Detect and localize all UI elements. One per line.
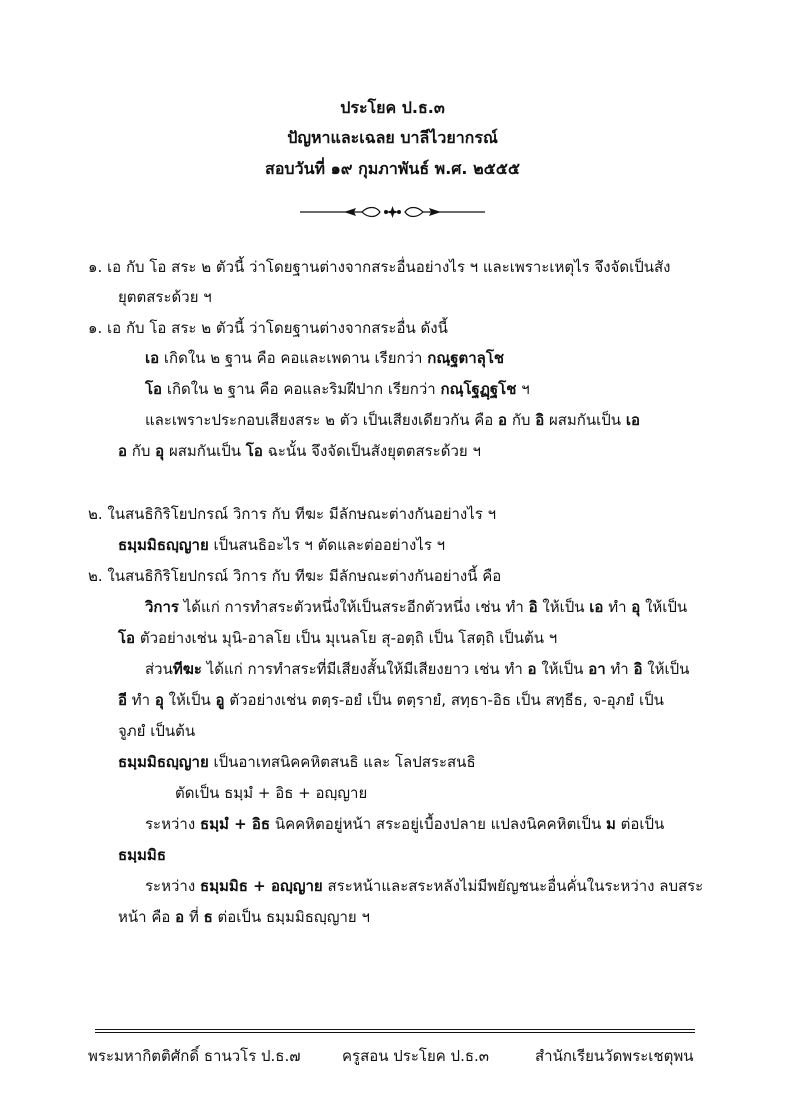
footer-author: พระมหากิตติศักดิ์ ธานวโร ป.ธ.๗ bbox=[88, 1047, 301, 1065]
answer-1-line-5: อ กับ อุ ผสมกันเป็น โอ ฉะนั้น จึงจัดเป็นสังยุตตสระด้วย ฯ bbox=[118, 442, 481, 460]
footer-school: สำนักเรียนวัดพระเชตุพน bbox=[535, 1047, 694, 1065]
answer-2-digha-line-1: ส่วนทีฆะ ได้แก่ การทำสระที่มีเสียงสั้นให้มีเสียงยาว เช่น ทำ อ ให้เป็น อา ทำ อิ ให้เป็น bbox=[145, 660, 690, 678]
answer-2-sandhi-line-1: ธมฺมมิธญฺญาย เป็นอาเทสนิคคหิตสนธิ และ โลปสระสนธิ bbox=[118, 753, 476, 771]
answer-1-line-3: โอ เกิดใน ๒ ฐาน คือ คอและริมฝีปาก เรียกว่า กณฺโฐฏฺฐโช ฯ bbox=[145, 380, 530, 398]
answer-2-sandhi-split: ตัดเป็น ธมฺมํ + อิธ + อญฺญาย bbox=[175, 784, 368, 802]
answer-2-sandhi-line-5: ระหว่าง ธมฺมมิธ + อญฺญาย สระหน้าและสระหลังไม่มีพยัญชนะอื่นคั่นในระหว่าง ลบสระ bbox=[145, 877, 704, 895]
title-class: ประโยค ป.ธ.๓ bbox=[340, 98, 445, 117]
question-2-line-1: ๒. ในสนธิกิริโยปกรณ์ วิการ กับ ทีฆะ มีลักษณะต่างกันอย่างไร ฯ bbox=[88, 505, 497, 523]
title-subject: ปัญหาและเฉลย บาลีไวยากรณ์ bbox=[287, 128, 498, 147]
footer-rule-top bbox=[95, 1029, 695, 1030]
answer-2-sandhi-line-6: หน้า คือ อ ที่ ธ ต่อเป็น ธมฺมมิธญฺญาย ฯ bbox=[118, 908, 370, 926]
answer-2-vikara-line-2: โอ ตัวอย่างเช่น มุนิ-อาลโย เป็น มุเนลโย สุ-อตฺถิ เป็น โสตฺถิ เป็นต้น ฯ bbox=[118, 629, 558, 647]
title-exam-date: สอบวันที่ ๑๙ กุมภาพันธ์ พ.ศ. ๒๕๕๕ bbox=[265, 159, 520, 178]
answer-2-sandhi-line-4: ธมฺมมิธ bbox=[118, 846, 166, 864]
answer-2-digha-line-2: อี ทำ อุ ให้เป็น อู ตัวอย่างเช่น ตตฺร-อยํ เป็น ตตฺรายํ, สทฺธา-อิธ เป็น สทฺธีธ, จ-อุภยํ เป็น bbox=[118, 691, 664, 709]
answer-2-line-1: ๒. ในสนธิกิริโยปกรณ์ วิการ กับ ทีฆะ มีลักษณะต่างกันอย่างนี้ คือ bbox=[88, 567, 502, 585]
answer-1-line-2: เอ เกิดใน ๒ ฐาน คือ คอและเพดาน เรียกว่า กณฺฐตาลุโช bbox=[145, 349, 505, 367]
ornament-divider-icon bbox=[300, 204, 485, 220]
question-2-line-2: ธมฺมมิธญฺญาย เป็นสนธิอะไร ฯ ตัดและต่ออย่างไร ฯ bbox=[118, 536, 446, 554]
question-1-line-1: ๑. เอ กับ โอ สระ ๒ ตัวนี้ ว่าโดยฐานต่างจากสระอื่นอย่างไร ฯ และเพราะเหตุไร จึงจัดเป็นสัง bbox=[88, 258, 671, 276]
answer-1-line-4: และเพราะประกอบเสียงสระ ๒ ตัว เป็นเสียงเดียวกัน คือ อ กับ อิ ผสมกันเป็น เอ bbox=[145, 411, 640, 429]
answer-1-line-1: ๑. เอ กับ โอ สระ ๒ ตัวนี้ ว่าโดยฐานต่างจากสระอื่น ดังนี้ bbox=[88, 319, 448, 337]
question-1-line-2: ยุตตสระด้วย ฯ bbox=[118, 288, 212, 306]
footer-role: ครูสอน ประโยค ป.ธ.๓ bbox=[342, 1047, 490, 1065]
footer-rule-bottom bbox=[95, 1032, 695, 1033]
answer-2-digha-line-3: จูภยํ เป็นต้น bbox=[118, 722, 196, 740]
answer-2-vikara-line-1: วิการ ได้แก่ การทำสระตัวหนึ่งให้เป็นสระอีกตัวหนึ่ง เช่น ทำ อิ ให้เป็น เอ ทำ อุ ให้เป็น bbox=[145, 598, 688, 616]
answer-2-sandhi-line-3: ระหว่าง ธมฺมํ + อิธ นิคคหิตอยู่หน้า สระอยู่เบื้องปลาย แปลงนิคคหิตเป็น ม ต่อเป็น bbox=[145, 815, 665, 833]
